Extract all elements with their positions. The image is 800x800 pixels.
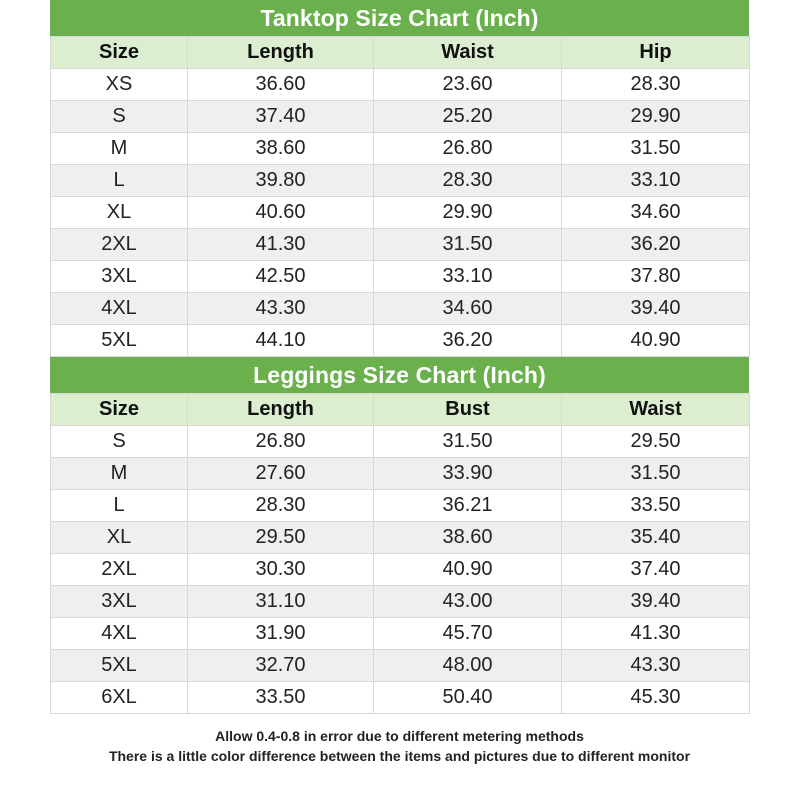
measurement-cell: 42.50 xyxy=(188,261,374,293)
table-row xyxy=(51,293,750,325)
measurement-cell: 45.70 xyxy=(374,618,562,650)
size-cell: 2XL xyxy=(51,229,188,261)
measurement-cell: 36.60 xyxy=(188,69,374,101)
measurement-cell: 34.60 xyxy=(562,197,750,229)
table-row xyxy=(51,650,750,682)
footnote xyxy=(50,726,749,766)
size-cell: 6XL xyxy=(51,682,188,714)
table-row xyxy=(51,618,750,650)
measurement-cell: 37.80 xyxy=(562,261,750,293)
measurement-cell: 31.50 xyxy=(374,229,562,261)
measurement-cell: 33.50 xyxy=(562,490,750,522)
footnote-metering: Allow 0.4-0.8 in error due to different metering methods xyxy=(215,728,584,744)
tanktop-size-table xyxy=(50,36,750,357)
measurement-cell: 31.50 xyxy=(562,458,750,490)
measurement-cell: 27.60 xyxy=(188,458,374,490)
measurement-cell: 29.90 xyxy=(562,101,750,133)
measurement-cell: 37.40 xyxy=(188,101,374,133)
measurement-cell: 31.50 xyxy=(562,133,750,165)
table-row xyxy=(51,554,750,586)
measurement-cell: 29.50 xyxy=(188,522,374,554)
measurement-cell: 39.40 xyxy=(562,293,750,325)
measurement-cell: 29.90 xyxy=(374,197,562,229)
measurement-cell: 25.20 xyxy=(374,101,562,133)
column-header-bust: Bust xyxy=(374,394,562,426)
leggings-chart-title: Leggings Size Chart (Inch) xyxy=(50,357,749,393)
measurement-cell: 35.40 xyxy=(562,522,750,554)
size-cell: 4XL xyxy=(51,293,188,325)
table-row xyxy=(51,197,750,229)
column-header-waist: Waist xyxy=(562,394,750,426)
measurement-cell: 38.60 xyxy=(188,133,374,165)
size-cell: 5XL xyxy=(51,650,188,682)
size-cell: XL xyxy=(51,197,188,229)
column-header-size: Size xyxy=(51,37,188,69)
measurement-cell: 36.21 xyxy=(374,490,562,522)
size-cell: XL xyxy=(51,522,188,554)
measurement-cell: 50.40 xyxy=(374,682,562,714)
table-row xyxy=(51,522,750,554)
table-row xyxy=(51,682,750,714)
measurement-cell: 40.90 xyxy=(562,325,750,357)
measurement-cell: 36.20 xyxy=(562,229,750,261)
measurement-cell: 37.40 xyxy=(562,554,750,586)
size-cell: S xyxy=(51,426,188,458)
measurement-cell: 30.30 xyxy=(188,554,374,586)
measurement-cell: 45.30 xyxy=(562,682,750,714)
table-row xyxy=(51,426,750,458)
table-row xyxy=(51,458,750,490)
column-header-length: Length xyxy=(188,394,374,426)
footnote-color: There is a little color difference between the items and pictures due to different monitor xyxy=(108,748,691,764)
tanktop-table-body xyxy=(51,69,750,357)
size-cell: 2XL xyxy=(51,554,188,586)
measurement-cell: 31.10 xyxy=(188,586,374,618)
table-row xyxy=(51,229,750,261)
measurement-cell: 34.60 xyxy=(374,293,562,325)
table-row xyxy=(51,325,750,357)
leggings-table-body xyxy=(51,426,750,714)
measurement-cell: 33.90 xyxy=(374,458,562,490)
tanktop-header-row xyxy=(51,37,750,69)
measurement-cell: 33.10 xyxy=(562,165,750,197)
tanktop-chart-title: Tanktop Size Chart (Inch) xyxy=(50,0,749,36)
size-cell: M xyxy=(51,133,188,165)
measurement-cell: 41.30 xyxy=(562,618,750,650)
leggings-header-row xyxy=(51,394,750,426)
measurement-cell: 48.00 xyxy=(374,650,562,682)
table-row xyxy=(51,165,750,197)
table-row xyxy=(51,261,750,293)
measurement-cell: 23.60 xyxy=(374,69,562,101)
table-row xyxy=(51,101,750,133)
measurement-cell: 33.50 xyxy=(188,682,374,714)
measurement-cell: 28.30 xyxy=(562,69,750,101)
measurement-cell: 38.60 xyxy=(374,522,562,554)
column-header-waist: Waist xyxy=(374,37,562,69)
column-header-hip: Hip xyxy=(562,37,750,69)
measurement-cell: 32.70 xyxy=(188,650,374,682)
table-row xyxy=(51,586,750,618)
measurement-cell: 28.30 xyxy=(188,490,374,522)
measurement-cell: 36.20 xyxy=(374,325,562,357)
size-cell: 4XL xyxy=(51,618,188,650)
size-cell: XS xyxy=(51,69,188,101)
size-cell: 3XL xyxy=(51,261,188,293)
measurement-cell: 43.30 xyxy=(562,650,750,682)
measurement-cell: 29.50 xyxy=(562,426,750,458)
size-cell: 3XL xyxy=(51,586,188,618)
size-cell: L xyxy=(51,165,188,197)
measurement-cell: 39.40 xyxy=(562,586,750,618)
column-header-size: Size xyxy=(51,394,188,426)
measurement-cell: 40.60 xyxy=(188,197,374,229)
measurement-cell: 28.30 xyxy=(374,165,562,197)
measurement-cell: 43.30 xyxy=(188,293,374,325)
measurement-cell: 31.90 xyxy=(188,618,374,650)
column-header-length: Length xyxy=(188,37,374,69)
measurement-cell: 31.50 xyxy=(374,426,562,458)
table-row xyxy=(51,133,750,165)
size-cell: L xyxy=(51,490,188,522)
measurement-cell: 26.80 xyxy=(188,426,374,458)
measurement-cell: 43.00 xyxy=(374,586,562,618)
measurement-cell: 44.10 xyxy=(188,325,374,357)
measurement-cell: 26.80 xyxy=(374,133,562,165)
measurement-cell: 40.90 xyxy=(374,554,562,586)
measurement-cell: 41.30 xyxy=(188,229,374,261)
size-cell: 5XL xyxy=(51,325,188,357)
measurement-cell: 39.80 xyxy=(188,165,374,197)
size-cell: S xyxy=(51,101,188,133)
leggings-size-table xyxy=(50,393,750,714)
table-row xyxy=(51,69,750,101)
measurement-cell: 33.10 xyxy=(374,261,562,293)
table-row xyxy=(51,490,750,522)
size-chart-sheet xyxy=(50,0,749,714)
size-cell: M xyxy=(51,458,188,490)
